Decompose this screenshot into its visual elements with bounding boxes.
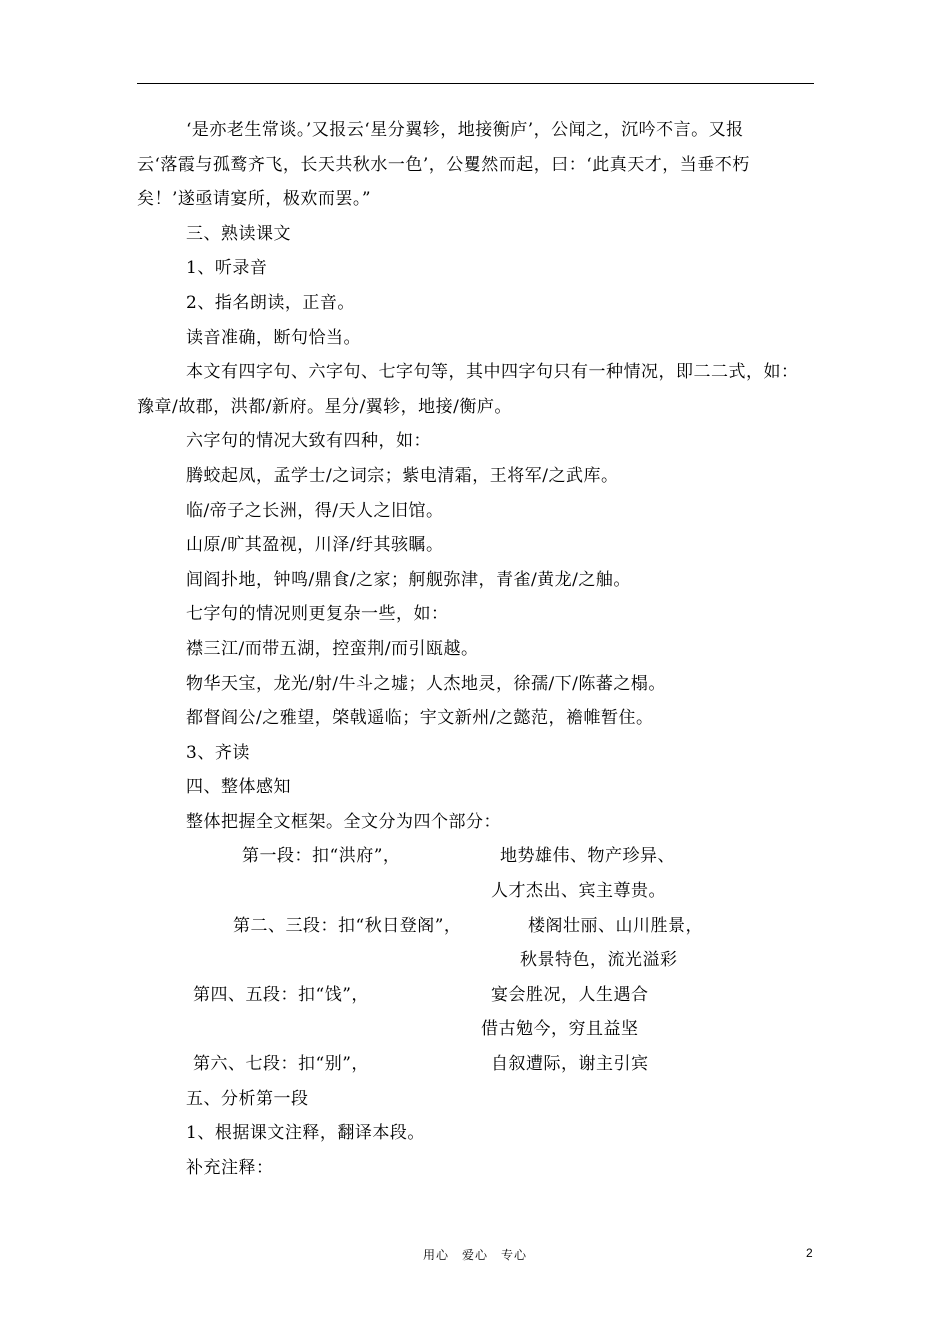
structure-row <box>137 909 814 944</box>
structure-part: 第六、七段：扣“别”， <box>193 1054 369 1075</box>
paragraph-line: 整体把握全文框架。全文分为四个部分： <box>186 811 501 832</box>
paragraph-line: 云‘落霞与孤鹜齐飞，长天共秋水一色’，公矍然而起，曰：‘此真天才，当垂不朽 <box>137 154 750 175</box>
example-line: 都督阎公/之雅望，棨戟遥临；宇文新州/之懿范，襜帷暂住。 <box>186 708 654 729</box>
example-line: 临/帝子之长洲，得/天人之旧馆。 <box>186 500 444 521</box>
structure-row <box>137 943 814 978</box>
paragraph-line: 本文有四字句、六字句、七字句等，其中四字句只有一种情况，即二二式，如： <box>186 362 799 383</box>
structure-summary: 秋景特色，流光溢彩 <box>520 950 678 971</box>
section-heading: 四、整体感知 <box>186 777 291 798</box>
structure-row <box>137 874 814 909</box>
page-number: 2 <box>806 1246 813 1260</box>
paragraph-line: ‘是亦老生常谈。’又报云‘星分翼轸，地接衡庐’，公闻之，沉吟不言。又报 <box>186 120 744 140</box>
structure-summary: 自叙遭际，谢主引宾 <box>491 1054 649 1075</box>
structure-row <box>137 1012 814 1047</box>
structure-summary: 地势雄伟、物产珍异、 <box>500 846 675 867</box>
structure-part: 第四、五段：扣“饯”， <box>193 984 369 1005</box>
footer-motto: 用心 爱心 专心 <box>422 1248 527 1262</box>
structure-row <box>137 978 814 1013</box>
list-item: 2、指名朗读，正音。 <box>186 292 355 313</box>
structure-summary: 楼阁壮丽、山川胜景， <box>528 915 703 936</box>
section-heading: 五、分析第一段 <box>186 1088 309 1109</box>
list-item: 3、齐读 <box>186 742 250 763</box>
paragraph-line: 七字句的情况则更复杂一些，如： <box>186 604 449 625</box>
example-line: 物华天宝，龙光/射/牛斗之墟；人杰地灵，徐孺/下/陈蕃之榻。 <box>186 673 666 694</box>
structure-summary: 宴会胜况，人生遇合 <box>491 984 649 1005</box>
list-item: 1、根据课文注释，翻译本段。 <box>186 1123 425 1144</box>
structure-summary: 借古勉今，穷且益坚 <box>481 1019 639 1040</box>
structure-part: 第二、三段：扣“秋日登阁”， <box>233 915 462 936</box>
paragraph-line: 豫章/故郡，洪都/新府。星分/翼轸，地接/衡庐。 <box>137 396 512 417</box>
paragraph-line: 矣！’遂亟请宴所，极欢而罢。” <box>137 189 372 210</box>
example-line: 山原/旷其盈视，川泽/纡其骇瞩。 <box>186 535 444 556</box>
structure-part: 第一段：扣“洪府”， <box>242 846 401 867</box>
structure-summary: 人才杰出、宾主尊贵。 <box>491 881 666 902</box>
header-rule <box>137 83 814 84</box>
section-heading: 三、熟读课文 <box>186 223 291 244</box>
structure-row <box>137 1047 814 1082</box>
list-item: 1、听录音 <box>186 258 268 279</box>
paragraph-line: 补充注释： <box>186 1157 274 1178</box>
example-line: 襟三江/而带五湖，控蛮荆/而引瓯越。 <box>186 638 479 659</box>
document-body <box>137 113 814 1185</box>
paragraph-line: 六字句的情况大致有四种，如： <box>186 431 431 452</box>
example-line: 闾阎扑地，钟鸣/鼎食/之家；舸舰弥津，青雀/黄龙/之舳。 <box>186 569 631 590</box>
structure-row <box>137 839 814 874</box>
paragraph-line: 读音准确，断句恰当。 <box>186 327 361 348</box>
example-line: 腾蛟起凤，孟学士/之词宗；紫电清霜，王将军/之武库。 <box>186 465 619 486</box>
